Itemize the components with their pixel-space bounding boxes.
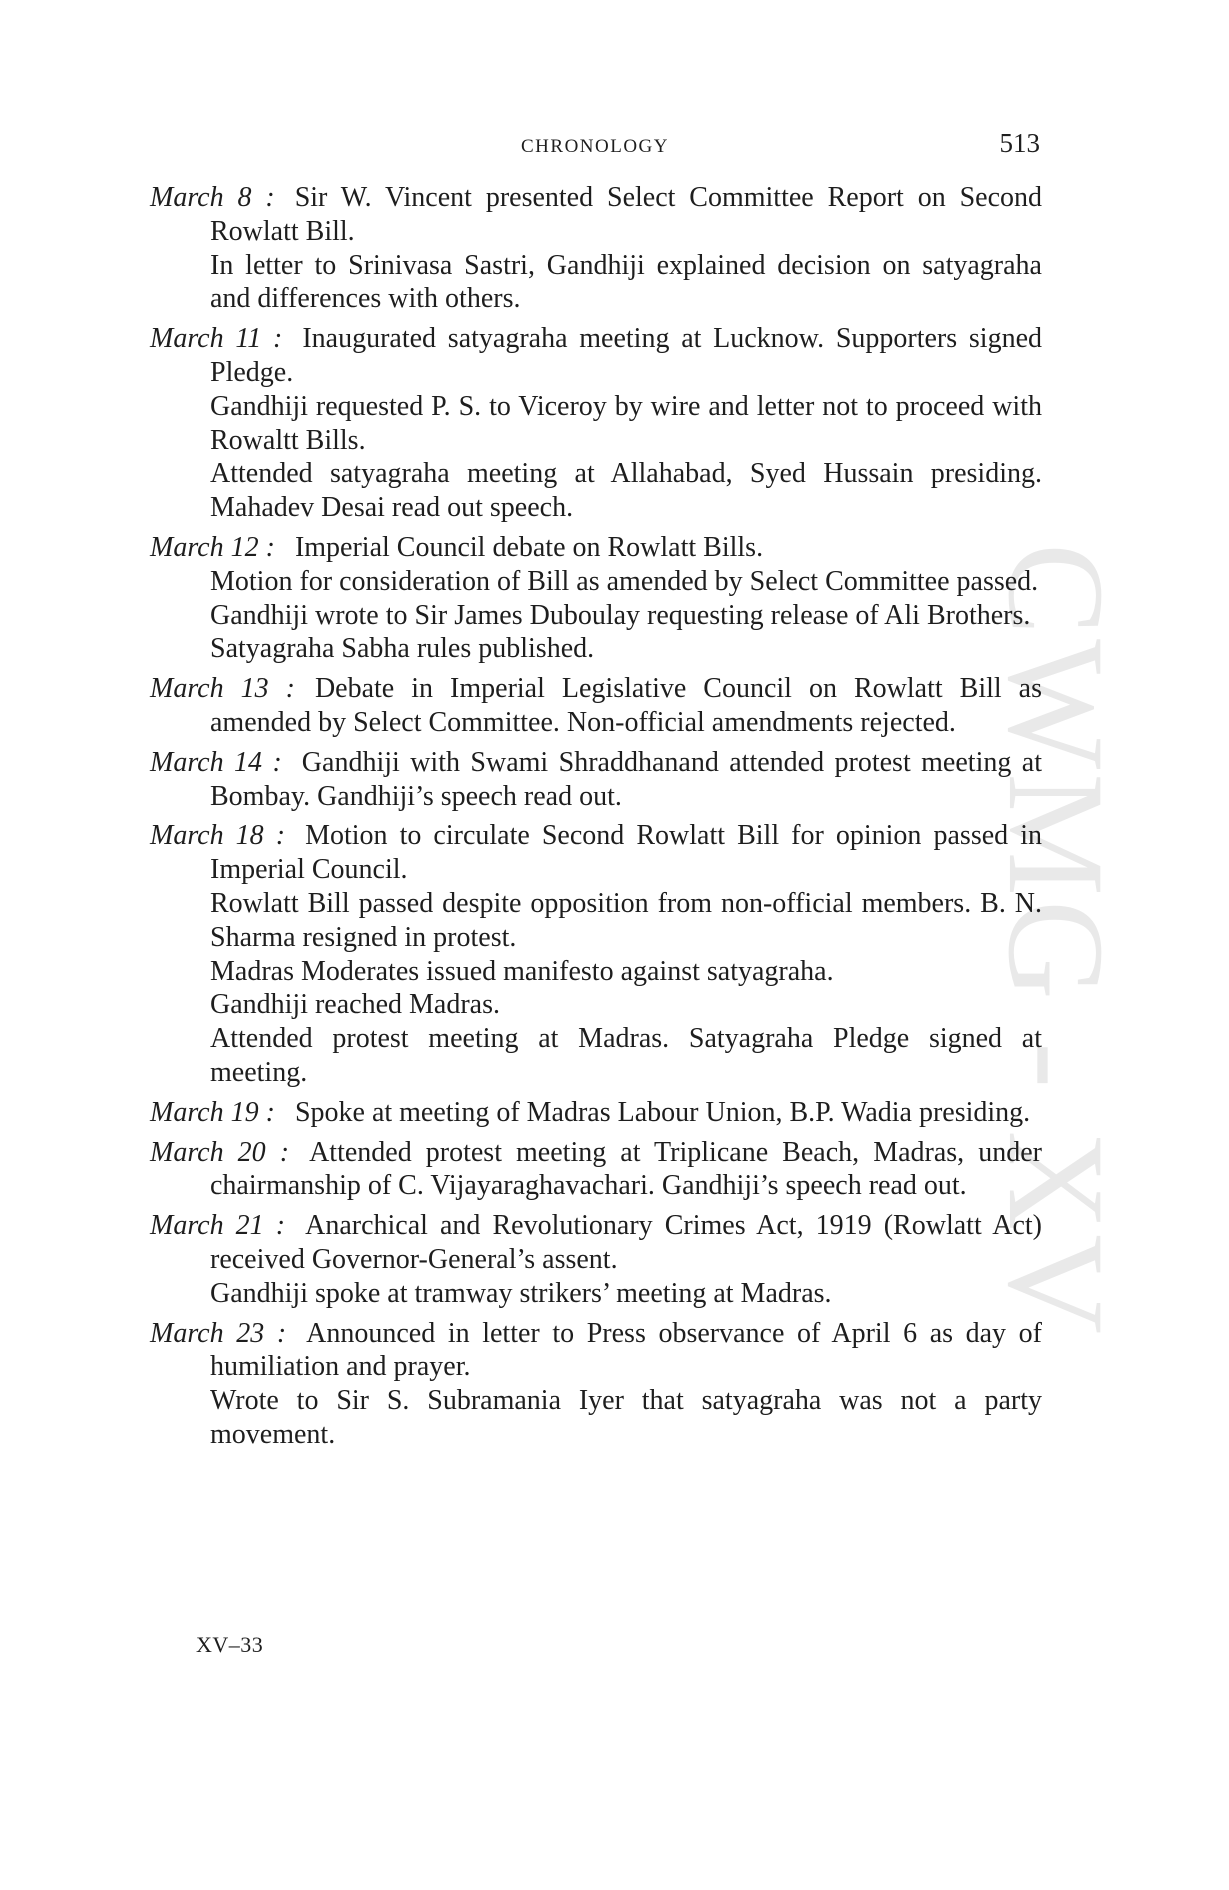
entry-first-line bbox=[150, 531, 1042, 565]
chronology-entry bbox=[150, 322, 1042, 525]
chronology-entry bbox=[150, 819, 1042, 1089]
entry-line: Rowlatt Bill passed despite opposition from non-official members. B. N. Sharma resigned in protest. bbox=[210, 887, 1042, 953]
entry-text: Anarchical and Revolutionary Crimes Act, 1919 (Rowlatt Act) received Governor-General’s assent. bbox=[210, 1210, 1042, 1275]
entry-date: March 13 : bbox=[150, 673, 295, 705]
running-title: CHRONOLOGY bbox=[521, 136, 669, 157]
entry-line: Gandhiji spoke at tramway strikers’ meeting at Madras. bbox=[210, 1277, 832, 1309]
chronology-entry bbox=[150, 672, 1042, 740]
entry-line: Gandhiji wrote to Sir James Duboulay requesting release of Ali Brothers. bbox=[210, 599, 1031, 631]
entry-date: March 8 : bbox=[150, 182, 275, 213]
running-head bbox=[150, 128, 1040, 168]
entry-text: Sir W. Vincent presented Select Committee Report on Second Rowlatt Bill. bbox=[210, 182, 1042, 247]
entry-date: March 14 : bbox=[150, 746, 282, 778]
entry-first-line bbox=[150, 1096, 1042, 1130]
entry-line: Gandhiji requested P. S. to Viceroy by wire and letter not to proceed with Rowaltt Bills. bbox=[210, 390, 1042, 456]
entry-first-line bbox=[150, 819, 1042, 887]
entry-text: Imperial Council debate on Rowlatt Bills. bbox=[294, 531, 764, 563]
entry-text: Inaugurated satyagraha meeting at Lucknow. Supporters signed Pledge. bbox=[210, 323, 1042, 388]
entry-date: March 12 : bbox=[150, 531, 275, 563]
entry-text: Attended protest meeting at Triplicane Beach, Madras, under chairmanship of C. Vijayaraghavachari. Gandhiji’s speech read out. bbox=[210, 1136, 1042, 1202]
watermark-text: CWMG - XV bbox=[979, 542, 1133, 1338]
entry-line: Gandhiji reached Madras. bbox=[210, 989, 500, 1021]
signature-mark: XV–33 bbox=[196, 1632, 264, 1657]
entry-date: March 23 : bbox=[150, 1317, 287, 1349]
entry-date: March 19 : bbox=[150, 1096, 275, 1128]
entry-line: Attended satyagraha meeting at Allahabad, Syed Hussain presiding. Mahadev Desai read out speech. bbox=[210, 458, 1042, 524]
entry-line: Attended protest meeting at Madras. Satyagraha Pledge signed at meeting. bbox=[210, 1023, 1042, 1088]
chronology-entry bbox=[150, 746, 1042, 814]
chronology-entry bbox=[150, 181, 1042, 316]
entry-line: Wrote to Sir S. Subramania Iyer that satyagraha was not a party movement. bbox=[210, 1385, 1042, 1450]
chronology-entry bbox=[150, 531, 1042, 666]
page-number: 513 bbox=[999, 128, 1040, 158]
entry-first-line bbox=[150, 1136, 1042, 1204]
entry-first-line bbox=[150, 672, 1042, 740]
entry-date: March 18 : bbox=[150, 820, 286, 852]
entry-date: March 11 : bbox=[150, 323, 283, 355]
chronology-entry bbox=[150, 1317, 1042, 1452]
entry-text: Gandhiji with Swami Shraddhanand attended protest meeting at Bombay. Gandhiji’s speech read out. bbox=[210, 746, 1042, 812]
entry-line: Motion for consideration of Bill as amended by Select Committee passed. bbox=[210, 565, 1039, 597]
entry-line: Madras Moderates issued manifesto against satyagraha. bbox=[210, 955, 834, 987]
entry-line: In letter to Srinivasa Sastri, Gandhiji explained decision on satyagraha and differences with others. bbox=[210, 249, 1042, 315]
entry-date: March 21 : bbox=[150, 1210, 286, 1242]
entry-text: Motion to circulate Second Rowlatt Bill for opinion passed in Imperial Council. bbox=[210, 820, 1042, 886]
chronology-entry bbox=[150, 1209, 1042, 1310]
chronology-entry bbox=[150, 1096, 1042, 1130]
entry-first-line bbox=[150, 1209, 1042, 1277]
entry-line: Satyagraha Sabha rules published. bbox=[210, 633, 595, 665]
entry-text: Spoke at meeting of Madras Labour Union, B.P. Wadia presiding. bbox=[294, 1096, 1031, 1128]
entry-text: Announced in letter to Press observance of April 6 as day of humiliation and prayer. bbox=[210, 1317, 1042, 1383]
entry-first-line bbox=[150, 322, 1042, 390]
entry-first-line bbox=[150, 1317, 1042, 1385]
entry-text: Debate in Imperial Legislative Council on Rowlatt Bill as amended by Select Committee. Non-official amendments rejected. bbox=[210, 673, 1042, 738]
chronology-entries bbox=[150, 181, 1042, 1458]
entry-first-line bbox=[150, 181, 1042, 249]
entry-date: March 20 : bbox=[150, 1136, 290, 1168]
entry-first-line bbox=[150, 746, 1042, 814]
chronology-entry bbox=[150, 1136, 1042, 1204]
